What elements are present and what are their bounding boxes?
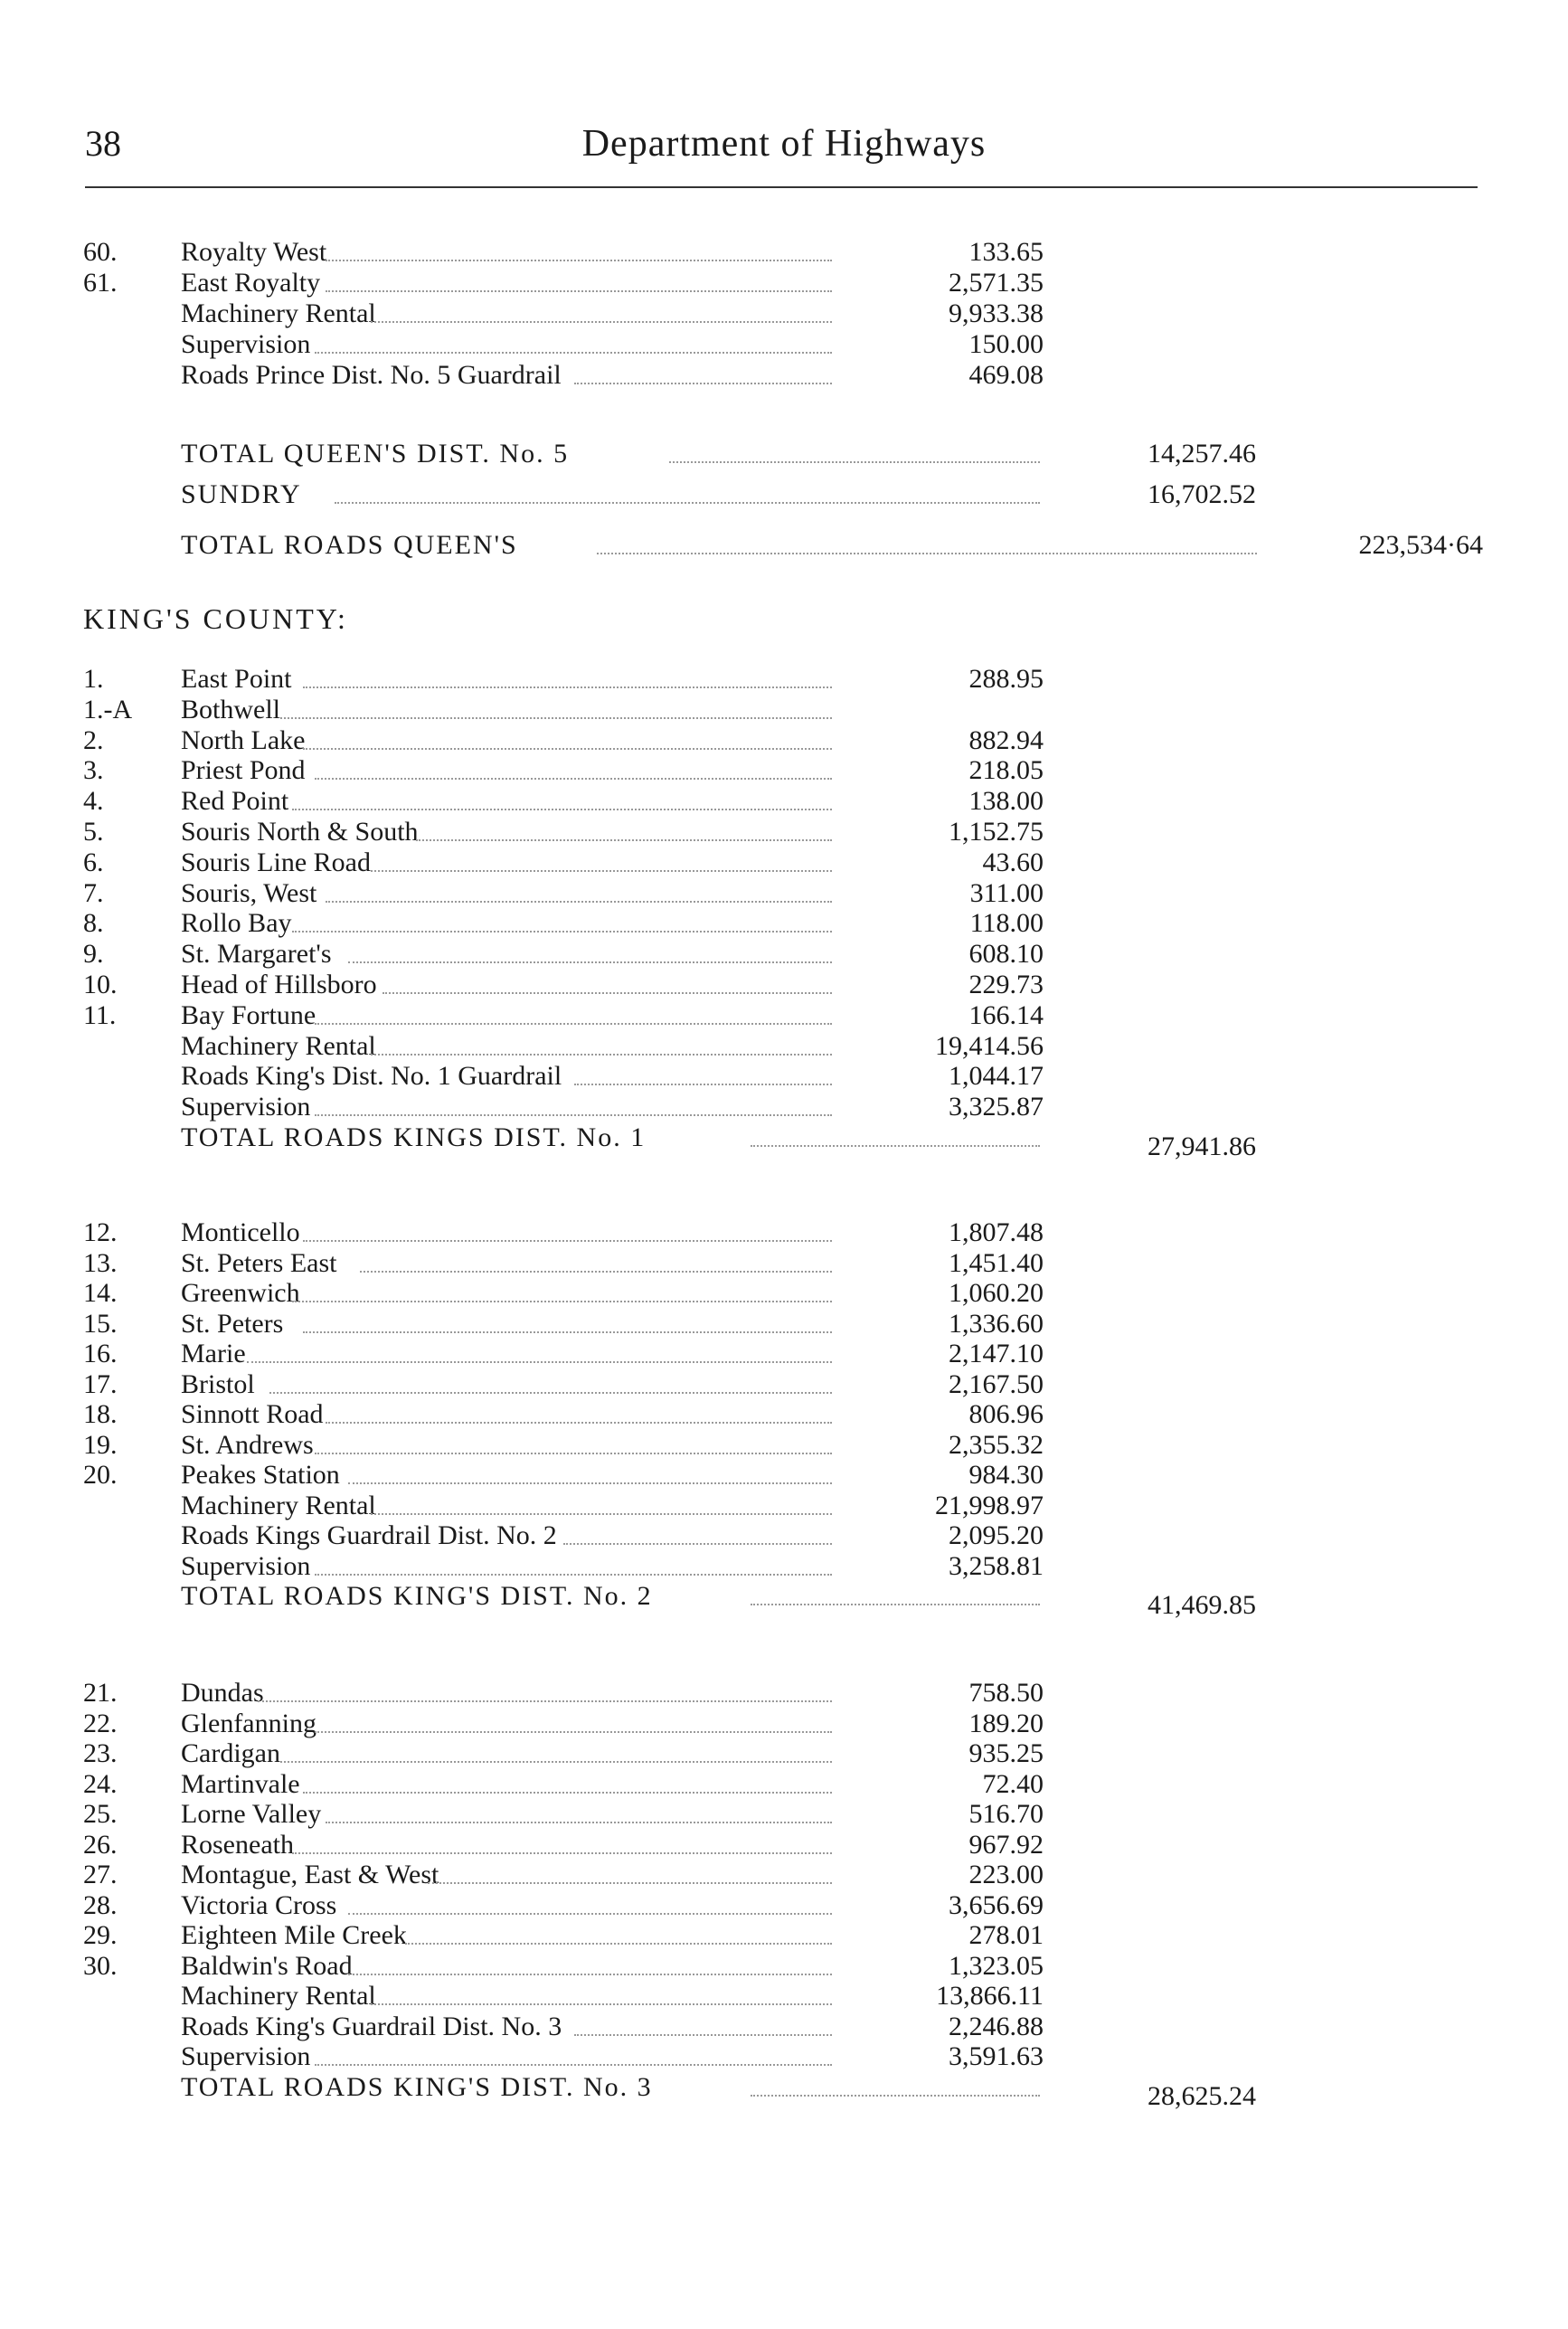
leader-dots — [315, 1574, 832, 1576]
district-total-value: 28,625.24 — [1148, 2080, 1256, 2111]
item-number: 30. — [83, 1950, 118, 1981]
ledger-row — [0, 1981, 1568, 2012]
ledger-row — [0, 1951, 1568, 1982]
item-number: 28. — [83, 1889, 118, 1920]
item-number: 1.-A — [83, 694, 133, 724]
item-label: East Point — [181, 664, 292, 694]
item-label: Souris North & South — [181, 817, 419, 847]
item-amount: 2,147.10 — [949, 1339, 1044, 1368]
item-amount: 516.70 — [968, 1799, 1044, 1829]
leader-dots — [303, 1240, 832, 1242]
item-number: 2. — [83, 724, 104, 755]
item-amount: 3,591.63 — [949, 2041, 1044, 2071]
leader-dots — [405, 1943, 832, 1945]
ledger-row — [0, 695, 1568, 725]
ledger-row — [0, 725, 1568, 756]
leader-dots — [315, 1731, 832, 1733]
leader-dots — [292, 809, 832, 810]
leader-dots — [348, 1974, 832, 1975]
item-amount: 218.05 — [968, 755, 1044, 786]
ledger-row — [0, 1309, 1568, 1340]
ledger-row — [0, 664, 1568, 695]
ledger-row — [0, 1460, 1568, 1491]
ledger-row — [0, 847, 1568, 878]
district-total-label: TOTAL ROADS KINGS DIST. No. 1 — [181, 1122, 647, 1152]
leader-dots — [315, 778, 832, 780]
ledger-row — [0, 1830, 1568, 1860]
leader-dots — [303, 1792, 832, 1794]
ledger-row — [0, 1890, 1568, 1921]
leader-dots — [258, 1700, 832, 1702]
leader-dots — [751, 1145, 1040, 1147]
item-amount: 2,095.20 — [949, 1520, 1044, 1550]
item-number: 11. — [83, 999, 117, 1030]
leader-dots — [597, 553, 1257, 554]
leader-dots — [303, 748, 832, 750]
leader-dots — [303, 686, 832, 688]
item-number: 61. — [83, 268, 118, 298]
leader-dots — [416, 839, 832, 841]
item-amount: 967.92 — [968, 1829, 1044, 1860]
ledger-row — [0, 1339, 1568, 1369]
item-number: 10. — [83, 970, 118, 999]
item-amount: 118.00 — [969, 908, 1044, 939]
item-number: 13. — [83, 1247, 118, 1278]
leader-dots — [326, 901, 832, 903]
leader-dots — [326, 290, 832, 292]
leader-dots — [292, 1301, 832, 1302]
item-amount: 72.40 — [982, 1768, 1044, 1799]
leader-dots — [326, 1422, 832, 1424]
item-amount: 1,060.20 — [949, 1278, 1044, 1308]
item-amount: 1,044.17 — [949, 1061, 1044, 1092]
item-number: 3. — [83, 755, 104, 786]
ledger-row — [0, 1799, 1568, 1830]
item-amount: 311.00 — [969, 877, 1044, 908]
item-amount: 806.96 — [968, 1399, 1044, 1429]
leader-dots — [280, 717, 832, 719]
item-label: Glenfanning — [181, 1708, 316, 1738]
ledger-row — [0, 1092, 1568, 1122]
item-amount: 2,355.32 — [949, 1429, 1044, 1460]
roads-total-label: TOTAL ROADS QUEEN'S — [181, 530, 518, 560]
item-label: St. Peters — [181, 1308, 284, 1339]
item-amount: 13,866.11 — [936, 1981, 1044, 2011]
item-number: 26. — [83, 1829, 118, 1860]
queens-dist5-total-row — [0, 439, 1568, 469]
leader-dots — [348, 961, 832, 963]
item-amount: 288.95 — [968, 664, 1044, 694]
item-label: Souris, West — [181, 877, 317, 908]
ledger-row — [0, 817, 1568, 847]
leader-dots — [348, 1482, 832, 1484]
leader-dots — [315, 1023, 832, 1025]
leader-dots — [360, 1271, 832, 1273]
item-amount: 3,325.87 — [949, 1092, 1044, 1122]
item-amount: 2,571.35 — [949, 268, 1044, 298]
district-total-row — [0, 2071, 1568, 2111]
item-label: Monticello — [181, 1217, 300, 1247]
item-number: 19. — [83, 1429, 118, 1460]
ledger-row — [0, 1399, 1568, 1430]
ledger-row — [0, 298, 1568, 329]
item-label: Priest Pond — [181, 755, 306, 786]
page-title: Department of Highways — [581, 123, 987, 165]
district-total-row — [0, 1122, 1568, 1161]
item-number: 1. — [83, 664, 104, 694]
ledger-row — [0, 1738, 1568, 1769]
leader-dots — [371, 1054, 832, 1056]
leader-dots — [371, 1513, 832, 1515]
leader-dots — [574, 2034, 832, 2036]
ledger-row — [0, 939, 1568, 970]
district-total-label: TOTAL ROADS KING'S DIST. No. 3 — [181, 2071, 653, 2102]
ledger-row — [0, 268, 1568, 298]
leader-dots — [326, 1822, 832, 1823]
ledger-row — [0, 1369, 1568, 1400]
ledger-row — [0, 1217, 1568, 1248]
item-amount: 43.60 — [982, 847, 1044, 877]
section-heading: KING'S COUNTY: — [83, 602, 348, 635]
item-label: Roads Kings Guardrail Dist. No. 2 — [181, 1520, 557, 1550]
item-label: Supervision — [181, 2041, 311, 2071]
ledger-row — [0, 1678, 1568, 1709]
ledger-row — [0, 1769, 1568, 1800]
item-number: 6. — [83, 847, 104, 877]
item-amount: 3,656.69 — [949, 1889, 1044, 1920]
ledger-row — [0, 237, 1568, 268]
item-number: 7. — [83, 877, 104, 908]
queens-sundry-row — [0, 479, 1568, 510]
sundry-label: SUNDRY — [181, 479, 302, 509]
item-amount: 150.00 — [968, 329, 1044, 359]
ledger-row — [0, 1248, 1568, 1279]
item-number: 8. — [83, 908, 104, 939]
item-number: 20. — [83, 1460, 118, 1490]
leader-dots — [315, 1114, 832, 1116]
item-label: Bristol — [181, 1368, 255, 1399]
item-amount: 189.20 — [968, 1708, 1044, 1738]
item-number: 12. — [83, 1217, 118, 1247]
ledger-row — [0, 2012, 1568, 2042]
item-amount: 166.14 — [968, 999, 1044, 1030]
item-number: 23. — [83, 1738, 118, 1768]
item-label: St. Andrews — [181, 1429, 314, 1460]
ledger-row — [0, 908, 1568, 939]
item-number: 22. — [83, 1708, 118, 1738]
ledger-row — [0, 329, 1568, 360]
item-label: Supervision — [181, 329, 311, 359]
leader-dots — [563, 1543, 832, 1545]
item-amount: 21,998.97 — [935, 1490, 1044, 1520]
leader-dots — [303, 1331, 832, 1333]
leader-dots — [428, 1882, 832, 1884]
item-amount: 469.08 — [968, 360, 1044, 390]
item-amount: 2,167.50 — [949, 1368, 1044, 1399]
item-label: Lorne Valley — [181, 1799, 322, 1829]
ledger-row — [0, 1551, 1568, 1582]
ledger-row — [0, 1491, 1568, 1521]
item-label: Head of Hillsboro — [181, 970, 377, 999]
ledger-row — [0, 786, 1568, 817]
leader-dots — [335, 502, 1040, 504]
item-amount: 2,246.88 — [949, 2011, 1044, 2041]
item-amount: 1,323.05 — [949, 1950, 1044, 1981]
leader-dots — [751, 2095, 1040, 2097]
item-number: 21. — [83, 1678, 118, 1708]
total-value: 14,257.46 — [1148, 439, 1256, 469]
roads-total-value: 223,534·64 — [1358, 530, 1483, 560]
item-amount: 758.50 — [968, 1678, 1044, 1708]
item-label: Machinery Rental — [181, 1490, 376, 1520]
item-label: Baldwin's Road — [181, 1950, 353, 1981]
item-amount: 278.01 — [968, 1920, 1044, 1950]
item-label: Bay Fortune — [181, 999, 316, 1030]
header-rule — [85, 186, 1478, 188]
queens-roads-total-row — [0, 530, 1568, 561]
sundry-value: 16,702.52 — [1148, 479, 1256, 509]
ledger-row — [0, 1031, 1568, 1062]
ledger-row — [0, 1000, 1568, 1031]
leader-dots — [371, 321, 832, 323]
leader-dots — [371, 2003, 832, 2005]
ledger-row — [0, 2041, 1568, 2072]
item-label: Red Point — [181, 786, 289, 817]
ledger-row — [0, 878, 1568, 909]
leader-dots — [315, 352, 832, 354]
item-label: Rollo Bay — [181, 908, 292, 939]
district-total-value: 27,941.86 — [1148, 1131, 1256, 1161]
item-label: Souris Line Road — [181, 847, 371, 877]
item-amount: 223.00 — [968, 1860, 1044, 1889]
district-total-row — [0, 1581, 1568, 1620]
leader-dots — [315, 1453, 832, 1454]
ledger-row — [0, 1920, 1568, 1951]
item-label: Supervision — [181, 1092, 311, 1122]
leader-dots — [269, 1392, 832, 1394]
item-label: Eighteen Mile Creek — [181, 1920, 407, 1950]
item-amount: 882.94 — [968, 724, 1044, 755]
item-amount: 133.65 — [968, 237, 1044, 267]
item-label: St. Peters East — [181, 1247, 337, 1278]
leader-dots — [247, 1361, 832, 1363]
district-total-value: 41,469.85 — [1148, 1590, 1256, 1620]
ledger-row — [0, 1061, 1568, 1092]
item-number: 14. — [83, 1278, 118, 1308]
item-label: Bothwell — [181, 694, 280, 724]
total-label: TOTAL QUEEN'S DIST. No. 5 — [181, 439, 570, 469]
item-label: Roads King's Guardrail Dist. No. 3 — [181, 2011, 562, 2041]
item-amount: 984.30 — [968, 1460, 1044, 1490]
item-number: 16. — [83, 1339, 118, 1368]
item-number: 17. — [83, 1368, 118, 1399]
item-number: 9. — [83, 939, 104, 970]
item-amount: 19,414.56 — [935, 1030, 1044, 1061]
item-label: Dundas — [181, 1678, 264, 1708]
item-label: Machinery Rental — [181, 298, 376, 328]
item-amount: 1,152.75 — [949, 817, 1044, 847]
leader-dots — [315, 2064, 832, 2066]
item-amount: 1,807.48 — [949, 1217, 1044, 1247]
leader-dots — [751, 1604, 1040, 1605]
item-label: Cardigan — [181, 1738, 280, 1768]
leader-dots — [292, 1852, 832, 1854]
leader-dots — [292, 931, 832, 933]
item-number: 29. — [83, 1920, 118, 1950]
ledger-row — [0, 970, 1568, 1000]
item-label: Roads Prince Dist. No. 5 Guardrail — [181, 360, 562, 390]
item-label: Sinnott Road — [181, 1399, 324, 1429]
leader-dots — [669, 461, 1040, 463]
item-number: 27. — [83, 1860, 118, 1889]
item-number: 15. — [83, 1308, 118, 1339]
ledger-row — [0, 1709, 1568, 1739]
ledger-row — [0, 1278, 1568, 1309]
item-number: 18. — [83, 1399, 118, 1429]
item-label: Royalty West — [181, 237, 327, 267]
leader-dots — [348, 1913, 832, 1915]
item-label: Machinery Rental — [181, 1030, 376, 1061]
leader-dots — [280, 1761, 832, 1763]
leader-dots — [326, 260, 832, 261]
leader-dots — [383, 992, 832, 994]
item-label: East Royalty — [181, 268, 321, 298]
item-number: 24. — [83, 1768, 118, 1799]
item-label: Marie — [181, 1339, 246, 1368]
leader-dots — [574, 383, 832, 384]
item-amount: 3,258.81 — [949, 1550, 1044, 1581]
item-label: Peakes Station — [181, 1460, 340, 1490]
item-label: Martinvale — [181, 1768, 300, 1799]
item-label: Machinery Rental — [181, 1981, 376, 2011]
page-number: 38 — [85, 123, 121, 164]
item-label: Greenwich — [181, 1278, 300, 1308]
item-amount: 608.10 — [968, 939, 1044, 970]
district-total-label: TOTAL ROADS KING'S DIST. No. 2 — [181, 1581, 653, 1611]
item-label: Roads King's Dist. No. 1 Guardrail — [181, 1061, 562, 1092]
ledger-row — [0, 360, 1568, 391]
item-label: North Lake — [181, 724, 306, 755]
item-label: Montague, East & West — [181, 1860, 439, 1889]
item-label: Roseneath — [181, 1829, 294, 1860]
item-number: 4. — [83, 786, 104, 817]
ledger-row — [0, 755, 1568, 786]
item-number: 60. — [83, 237, 118, 267]
item-label: Supervision — [181, 1550, 311, 1581]
item-label: Victoria Cross — [181, 1889, 337, 1920]
item-amount: 935.25 — [968, 1738, 1044, 1768]
item-amount: 9,933.38 — [949, 298, 1044, 328]
leader-dots — [574, 1084, 832, 1085]
item-amount: 1,451.40 — [949, 1247, 1044, 1278]
item-label: St. Margaret's — [181, 939, 332, 970]
leader-dots — [371, 870, 832, 872]
item-amount: 138.00 — [968, 786, 1044, 817]
item-amount: 1,336.60 — [949, 1308, 1044, 1339]
ledger-row — [0, 1860, 1568, 1890]
item-number: 5. — [83, 817, 104, 847]
item-amount: 229.73 — [968, 970, 1044, 999]
ledger-row — [0, 1520, 1568, 1551]
ledger-row — [0, 1430, 1568, 1461]
item-number: 25. — [83, 1799, 118, 1829]
